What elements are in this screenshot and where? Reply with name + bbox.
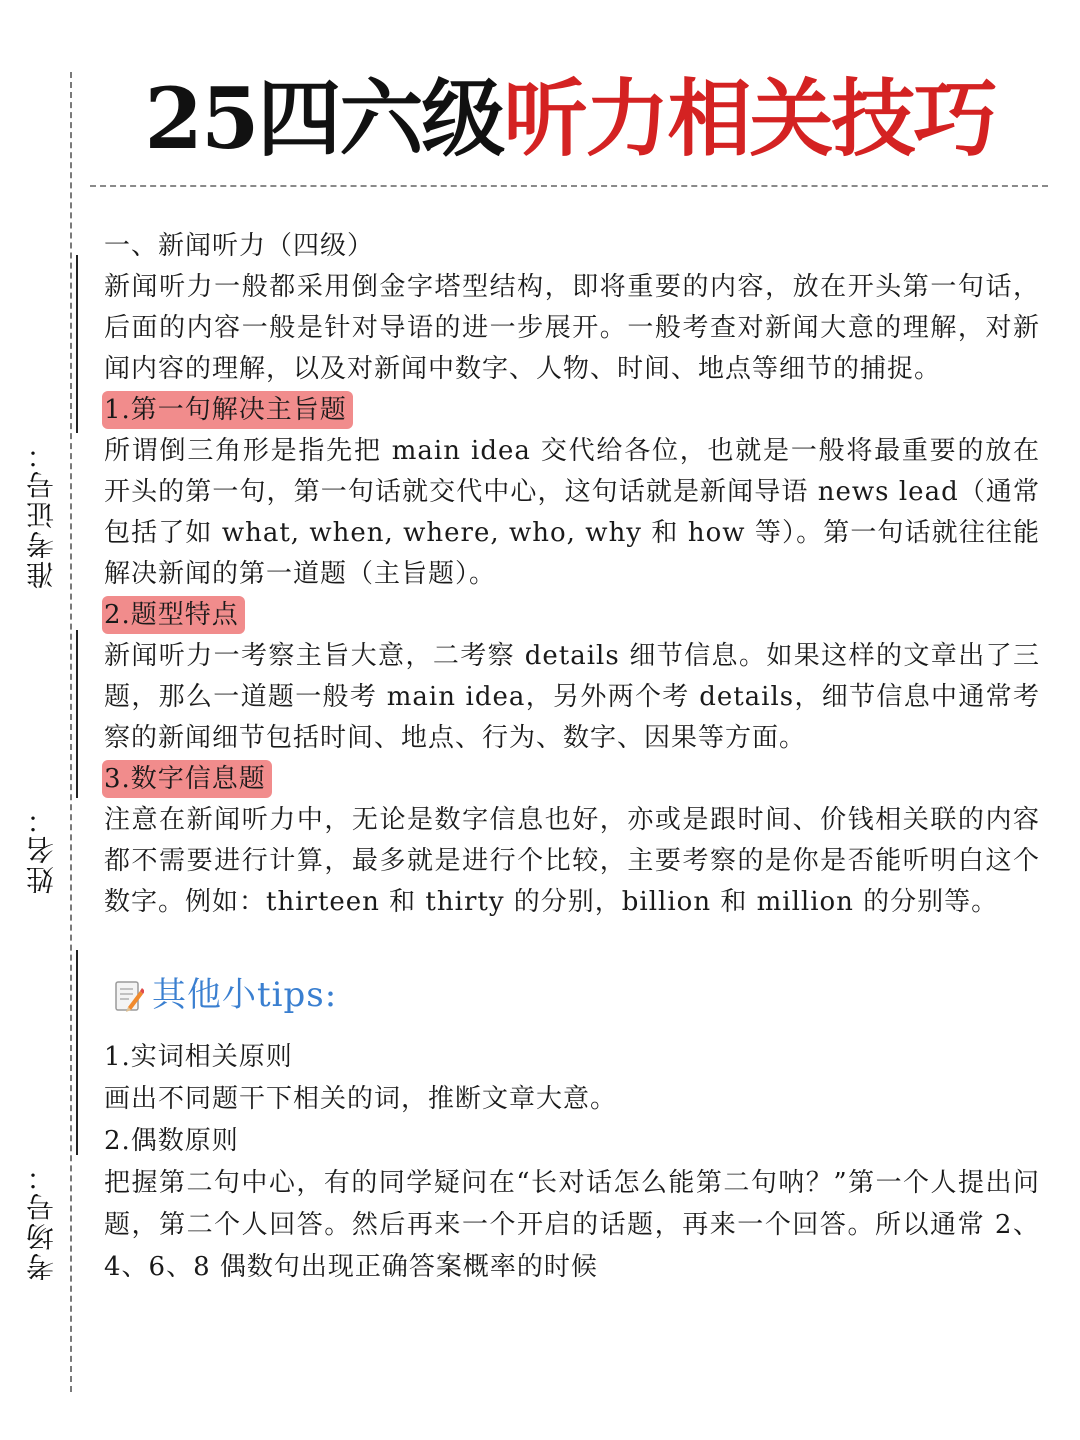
point3-title: 3.数字信息题	[102, 760, 272, 798]
title-black-part: 25四六级	[144, 69, 504, 168]
exam-id-label: 准考证号：	[25, 439, 58, 589]
tips-heading-text: 其他小tips:	[152, 975, 338, 1015]
section-intro: 新闻听力一般都采用倒金字塔型结构，即将重要的内容，放在开头第一句话，后面的内容一般是针对导语的进一步展开。一般考查对新闻大意的理解，对新闻内容的理解，以及对新闻中数字、人物、时间、地点等细节的捕捉。	[104, 272, 1040, 384]
point2-text: 新闻听力一考察主旨大意，二考察 details 细节信息。如果这样的文章出了三题，那么一道题一般考 main idea，另外两个考 details，细节信息中通常考察的新闻细节包括时间、地点、行为、数字、因果等方面。	[104, 641, 1040, 753]
main-content	[104, 226, 1040, 1288]
name-label: 姓名：	[25, 804, 58, 894]
room-field	[14, 950, 70, 1281]
point1-title: 1.第一句解决主旨题	[102, 391, 353, 429]
exam-id-field	[14, 255, 70, 589]
tip2-text: 把握第二句中心，有的同学疑问在“长对话怎么能第二句呐？”第一个人提出问题，第二个人回答。然后再来一个开启的话题，再来一个回答。所以通常 2、4、6、8 偶数句出现正确答案概率的时候	[104, 1168, 1040, 1282]
point2-title: 2.题型特点	[102, 596, 245, 634]
tip2-title: 2.偶数原则	[104, 1126, 239, 1156]
tip1-title: 1.实词相关原则	[104, 1042, 293, 1072]
page-title	[90, 52, 1050, 173]
binding-dashed-line	[70, 72, 72, 1392]
title-divider	[90, 185, 1048, 187]
tips-list	[104, 1036, 1040, 1288]
title-red-part: 听力相关技巧	[503, 69, 996, 168]
room-label: 考场号：	[25, 1161, 58, 1281]
section-heading: 一、新闻听力（四级）	[104, 231, 375, 261]
memo-icon	[114, 979, 144, 1013]
exam-id-blank	[76, 255, 78, 433]
room-blank	[76, 950, 78, 1155]
name-field	[14, 630, 70, 894]
tip1-text: 画出不同题干下相关的词，推断文章大意。	[104, 1084, 618, 1114]
name-blank	[76, 630, 78, 798]
point1-text: 所谓倒三角形是指先把 main idea 交代给各位，也就是一般将最重要的放在开头的第一句，第一句话就交代中心，这句话就是新闻导语 news lead（通常包括了如 what, when, where, who, why 和 how 等）。第一句话就往往能解决新闻的第一道题（主旨题）。	[104, 436, 1040, 589]
tips-heading	[104, 975, 1040, 1016]
point3-text: 注意在新闻听力中，无论是数字信息也好，亦或是跟时间、价钱相关联的内容都不需要进行计算，最多就是进行个比较，主要考察的是你是否能听明白这个数字。例如：thirteen 和 thirty 的分别，billion 和 million 的分别等。	[104, 805, 1040, 917]
